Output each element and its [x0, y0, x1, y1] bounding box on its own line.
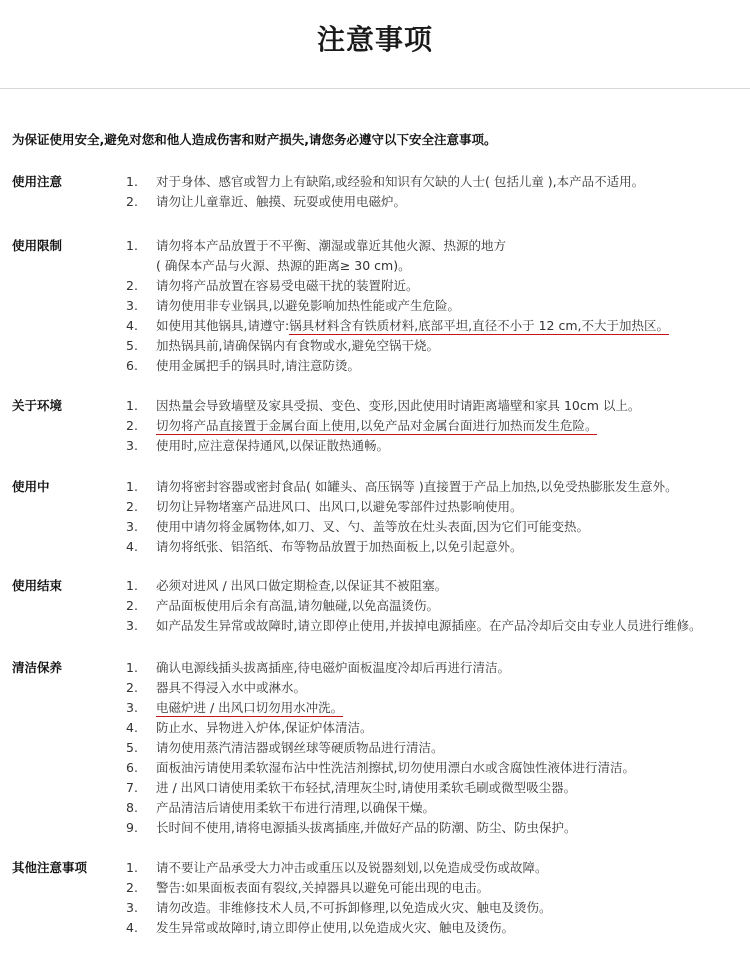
item-number: 1.: [126, 860, 138, 875]
section-heading: 使用中: [12, 479, 50, 494]
item-number: 1.: [126, 479, 138, 494]
item-number: 2.: [126, 880, 138, 895]
item-text: 因热量会导致墙壁及家具受损、变色、变形,因此使用时请距离墙壁和家具 10cm 以上。: [156, 398, 641, 413]
item-text: 请勿将产品放置在容易受电磁干扰的装置附近。: [156, 278, 419, 293]
highlighted-warning-text: 电磁炉进 / 出风口切勿用水冲洗。: [156, 700, 344, 715]
item-text: 切勿让异物堵塞产品进风口、出风口,以避免零部件过热影响使用。: [156, 499, 523, 514]
list-item: [126, 858, 746, 878]
item-text: ( 确保本产品与火源、热源的距离≥ 30 cm)。: [156, 258, 411, 273]
list-item: [126, 336, 746, 356]
item-text: 进 / 出风口请使用柔软干布轻拭,清理灰尘时,请使用柔软毛刷或微型吸尘器。: [156, 780, 577, 795]
list-item: [126, 316, 746, 336]
item-number: 3.: [126, 438, 138, 453]
list-item: [126, 818, 746, 838]
list-item: [126, 236, 746, 256]
item-text: 器具不得浸入水中或淋水。: [156, 680, 307, 695]
item-text: 防止水、异物进入炉体,保证炉体清洁。: [156, 720, 373, 735]
item-list: [126, 236, 746, 376]
page-title: 注意事项: [316, 23, 433, 56]
item-number: 4.: [126, 318, 138, 333]
item-text: 长时间不使用,请将电源插头拔离插座,并做好产品的防潮、防尘、防虫保护。: [156, 820, 577, 835]
item-number: 3.: [126, 900, 138, 915]
highlighted-warning-text: 锅具材料含有铁质材料,底部平坦,直径不小于 12 cm,不大于加热区。: [289, 318, 670, 333]
list-item: [126, 416, 746, 436]
item-text: 如使用其他锅具,请遵守:: [156, 318, 290, 333]
item-text: 请勿使用蒸汽清洁器或钢丝球等硬质物品进行清洁。: [156, 740, 444, 755]
list-item: [126, 517, 746, 537]
list-item: [126, 698, 746, 718]
item-number: 4.: [126, 720, 138, 735]
item-text: 使用时,应注意保持通风,以保证散热通畅。: [156, 438, 389, 453]
item-list: [126, 658, 746, 838]
item-number: 4.: [126, 920, 138, 935]
list-item: [126, 576, 746, 596]
list-item: [126, 678, 746, 698]
item-number: 2.: [126, 194, 138, 209]
list-item: [126, 718, 746, 738]
item-text: 使用金属把手的锅具时,请注意防烫。: [156, 358, 360, 373]
list-item: [126, 616, 746, 636]
item-number: 3.: [126, 618, 138, 633]
list-item: [126, 878, 746, 898]
item-text: 请勿将密封容器或密封食品( 如罐头、高压锅等 )直接置于产品上加热,以免受热膨胀发生意外。: [156, 479, 678, 494]
list-item: [126, 778, 746, 798]
list-item: [126, 396, 746, 416]
item-text: 产品清洁后请使用柔软干布进行清理,以确保干燥。: [156, 800, 435, 815]
item-text: 确认电源线插头拔离插座,待电磁炉面板温度冷却后再进行清洁。: [156, 660, 510, 675]
item-text: 面板油污请使用柔软湿布沾中性洗洁剂擦拭,切勿使用漂白水或含腐蚀性液体进行清洁。: [156, 760, 635, 775]
item-text: 发生异常或故障时,请立即停止使用,以免造成火灾、触电及烫伤。: [156, 920, 514, 935]
list-item: [126, 898, 746, 918]
item-text: 警告:如果面板表面有裂纹,关掉器具以避免可能出现的电击。: [156, 880, 490, 895]
item-number: 2.: [126, 598, 138, 613]
item-text: 必须对进风 / 出风口做定期检查,以保证其不被阻塞。: [156, 578, 448, 593]
item-number: 6.: [126, 358, 138, 373]
list-item: [126, 256, 746, 276]
item-number: 9.: [126, 820, 138, 835]
item-text: 请勿使用非专业锅具,以避免影响加热性能或产生危险。: [156, 298, 460, 313]
item-number: 7.: [126, 780, 138, 795]
list-item: [126, 758, 746, 778]
highlighted-warning-text: 切勿将产品直接置于金属台面上使用,以免产品对金属台面进行加热而发生危险。: [156, 418, 598, 433]
item-list: [126, 477, 746, 557]
item-list: [126, 858, 746, 938]
item-list: [126, 172, 746, 212]
section-heading: 关于环境: [12, 398, 63, 413]
list-item: [126, 172, 746, 192]
item-number: 5.: [126, 338, 138, 353]
section-heading: 其他注意事项: [12, 860, 88, 875]
item-text: 请勿改造。非维修技术人员,不可拆卸修理,以免造成火灾、触电及烫伤。: [156, 900, 552, 915]
list-item: [126, 596, 746, 616]
item-number: 2.: [126, 278, 138, 293]
list-item: [126, 918, 746, 938]
item-number: 3.: [126, 519, 138, 534]
list-item: [126, 356, 746, 376]
item-number: 1.: [126, 660, 138, 675]
item-number: 1.: [126, 398, 138, 413]
item-number: 5.: [126, 740, 138, 755]
item-number: 6.: [126, 760, 138, 775]
item-number: 2.: [126, 680, 138, 695]
list-item: [126, 276, 746, 296]
item-number: 8.: [126, 800, 138, 815]
item-text: 如产品发生异常或故障时,请立即停止使用,并拔掉电源插座。在产品冷却后交由专业人员进行维修。: [156, 618, 702, 633]
item-text: 请勿将纸张、铝箔纸、布等物品放置于加热面板上,以免引起意外。: [156, 539, 523, 554]
section-heading: 清洁保养: [12, 660, 63, 675]
item-number: 2.: [126, 418, 138, 433]
item-number: 2.: [126, 499, 138, 514]
item-list: [126, 396, 746, 456]
item-text: 请勿将本产品放置于不平衡、潮湿或靠近其他火源、热源的地方: [156, 238, 507, 253]
item-number: 3.: [126, 298, 138, 313]
section-heading: 使用限制: [12, 238, 63, 253]
item-text: 请不要让产品承受大力冲击或重压以及锐器刻划,以免造成受伤或故障。: [156, 860, 548, 875]
list-item: [126, 477, 746, 497]
list-item: [126, 658, 746, 678]
list-item: [126, 436, 746, 456]
list-item: [126, 537, 746, 557]
item-text: 请勿让儿童靠近、触摸、玩耍或使用电磁炉。: [156, 194, 407, 209]
item-text: 对于身体、感官或智力上有缺陷,或经验和知识有欠缺的人士( 包括儿童 ),本产品不适用。: [156, 174, 645, 189]
item-list: [126, 576, 746, 636]
list-item: [126, 296, 746, 316]
item-number: 4.: [126, 539, 138, 554]
list-item: [126, 192, 746, 212]
item-number: 3.: [126, 700, 138, 715]
item-text: 使用中请勿将金属物体,如刀、叉、勺、盖等放在灶头表面,因为它们可能变热。: [156, 519, 589, 534]
item-number: 1.: [126, 174, 138, 189]
item-text: 产品面板使用后余有高温,请勿触碰,以免高温烫伤。: [156, 598, 439, 613]
section-heading: 使用注意: [12, 174, 63, 189]
intro-text: 为保证使用安全,避免对您和他人造成伤害和财产损失,请您务必遵守以下安全注意事项。: [12, 132, 497, 147]
item-number: 1.: [126, 238, 138, 253]
title-divider: [0, 88, 750, 89]
item-text: 加热锅具前,请确保锅内有食物或水,避免空锅干烧。: [156, 338, 439, 353]
section-heading: 使用结束: [12, 578, 63, 593]
list-item: [126, 497, 746, 517]
list-item: [126, 738, 746, 758]
item-number: 1.: [126, 578, 138, 593]
list-item: [126, 798, 746, 818]
